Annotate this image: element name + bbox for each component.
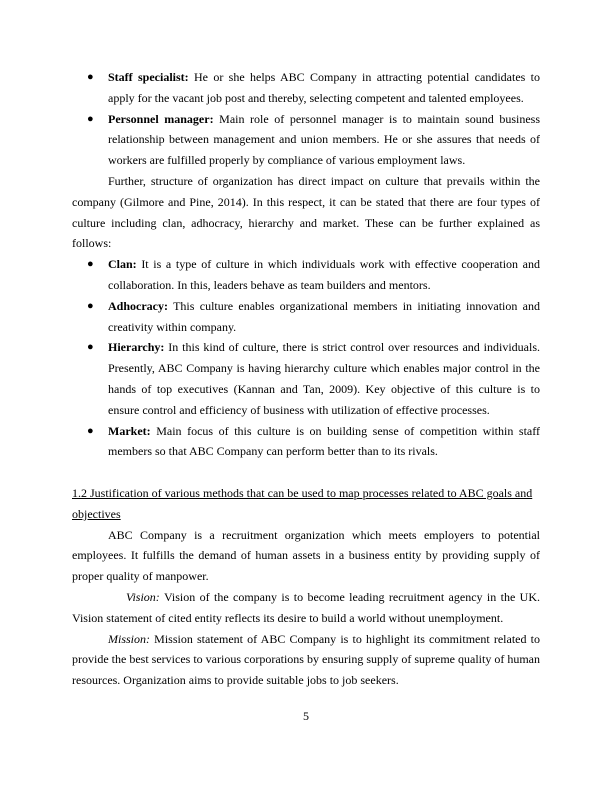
- section-heading: 1.2 Justification of various methods that can be used to map processes related to ABC goals and objectives: [72, 485, 533, 521]
- list-item: [72, 421, 540, 463]
- culture-bullet-list: [72, 254, 540, 462]
- list-item: [72, 109, 540, 171]
- mission-paragraph: [72, 629, 540, 691]
- company-paragraph: ABC Company is a recruitment organization which meets employers to potential employees. It fulfills the demand of human assets in a business entity by providing supply of proper quality of manpower.: [72, 527, 540, 584]
- bullet-icon: ●: [87, 424, 94, 437]
- bullet-term: Staff specialist:: [108, 70, 189, 84]
- bullet-term: Hierarchy:: [108, 340, 165, 355]
- role-bullet-list: [72, 67, 540, 171]
- page-number: 5: [303, 709, 309, 723]
- bullet-term: Personnel manager:: [108, 111, 214, 126]
- mission-text: Mission statement of ABC Company is to highlight its commitment related to provide the best services to various corporations by ensuring supply of supreme quality of human resources. Organization aims to provide suitable jobs to job seekers.: [72, 631, 540, 688]
- bullet-icon: ●: [87, 258, 94, 271]
- list-item: [72, 337, 540, 420]
- vision-label: Vision:: [126, 589, 160, 604]
- bullet-icon: ●: [87, 341, 94, 354]
- bullet-text: This culture enables organizational members in initiating innovation and creativity within company.: [108, 298, 540, 334]
- bullet-term: Adhocracy:: [108, 298, 168, 313]
- list-item: [72, 254, 540, 296]
- bullet-term: Market:: [108, 423, 151, 438]
- page-content: [72, 67, 540, 691]
- list-item: [72, 296, 540, 338]
- bullet-icon: ●: [87, 299, 94, 312]
- bullet-text: In this kind of culture, there is strict control over resources and individuals. Presently, ABC Company is having hierarchy culture which enables major control in the hands of top executives (Kannan and Tan, 2009). Key objective of this culture is to ensure control and efficiency of business with utilization of effective processes.: [108, 340, 540, 417]
- bullet-icon: ●: [87, 112, 94, 125]
- bullet-text: Main role of personnel manager is to maintain sound business relationship between management and union members. He or she assures that needs of workers are fulfilled properly by compliance of various employment laws.: [108, 111, 540, 168]
- bullet-text: It is a type of culture in which individuals work with effective cooperation and collaboration. In this, leaders behave as team builders and mentors.: [108, 257, 540, 292]
- structure-paragraph: Further, structure of organization has direct impact on culture that prevails within the company (Gilmore and Pine, 2014). In this respect, it can be stated that there are four types of culture including clan, adhocracy, hierarchy and market. These can be further explained as follows:: [72, 173, 540, 251]
- bullet-text: He or she helps ABC Company in attracting potential candidates to apply for the vacant job post and thereby, selecting competent and talented employees.: [108, 70, 540, 105]
- bullet-icon: ●: [87, 71, 94, 83]
- bullet-term: Clan:: [108, 257, 137, 272]
- list-item: [72, 67, 540, 109]
- mission-label: Mission:: [108, 631, 150, 646]
- bullet-text: Main focus of this culture is on building sense of competition within staff members so that ABC Company can perform better than to its rivals.: [108, 423, 540, 459]
- vision-paragraph: [72, 587, 540, 629]
- vision-text: Vision of the company is to become leading recruitment agency in the UK. Vision statement of cited entity reflects its desire to build a world without unemployment.: [72, 589, 540, 625]
